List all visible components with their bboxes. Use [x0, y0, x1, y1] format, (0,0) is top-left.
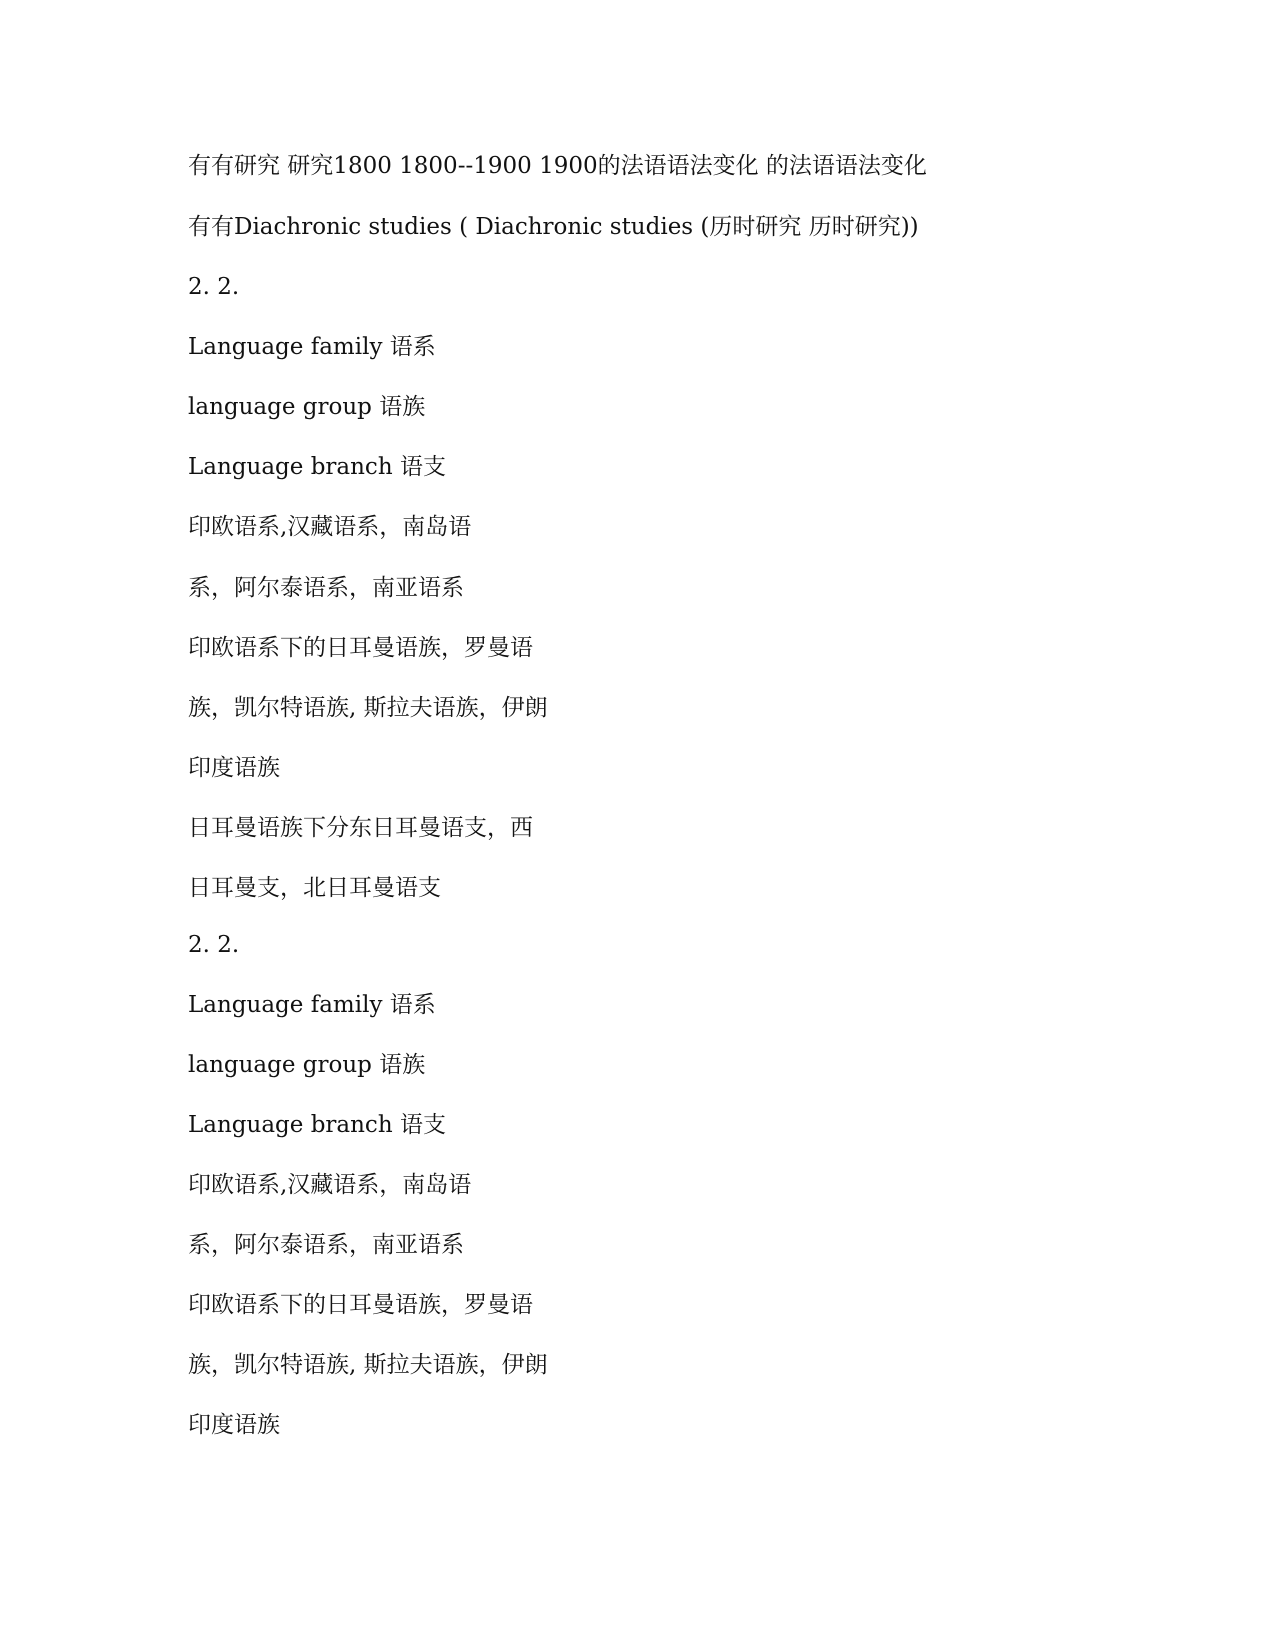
text-line: 族，凯尔特语族, 斯拉夫语族，伊朗	[188, 695, 548, 721]
text-line: 印度语族	[188, 755, 280, 781]
text-line: Language family 语系	[188, 992, 436, 1018]
text-line: 2. 2.	[188, 274, 240, 300]
text-line: 印欧语系下的日耳曼语族，罗曼语	[188, 1292, 533, 1318]
text-line: 印欧语系,汉藏语系，南岛语	[188, 1172, 472, 1198]
text-line: Language branch 语支	[188, 1112, 446, 1138]
text-line: 有有研究 研究1800 1800--1900 1900的法语语法变化 的法语语法变化	[188, 153, 927, 179]
text-line: language group 语族	[188, 394, 426, 420]
text-line: 日耳曼支，北日耳曼语支	[188, 875, 441, 901]
text-line: Language branch 语支	[188, 454, 446, 480]
text-line: Language family 语系	[188, 334, 436, 360]
text-line: 系，阿尔泰语系，南亚语系	[188, 575, 464, 601]
text-line: 系，阿尔泰语系，南亚语系	[188, 1232, 464, 1258]
text-line: 印欧语系下的日耳曼语族，罗曼语	[188, 635, 533, 661]
text-line: 日耳曼语族下分东日耳曼语支，西	[188, 815, 533, 841]
text-line: 有有Diachronic studies ( Diachronic studies (历时研究 历时研究))	[188, 214, 919, 240]
text-line: 印欧语系,汉藏语系，南岛语	[188, 514, 472, 540]
text-line: 印度语族	[188, 1412, 280, 1438]
text-line: language group 语族	[188, 1052, 426, 1078]
text-line: 2. 2.	[188, 932, 240, 958]
text-line: 族，凯尔特语族, 斯拉夫语族，伊朗	[188, 1352, 548, 1378]
